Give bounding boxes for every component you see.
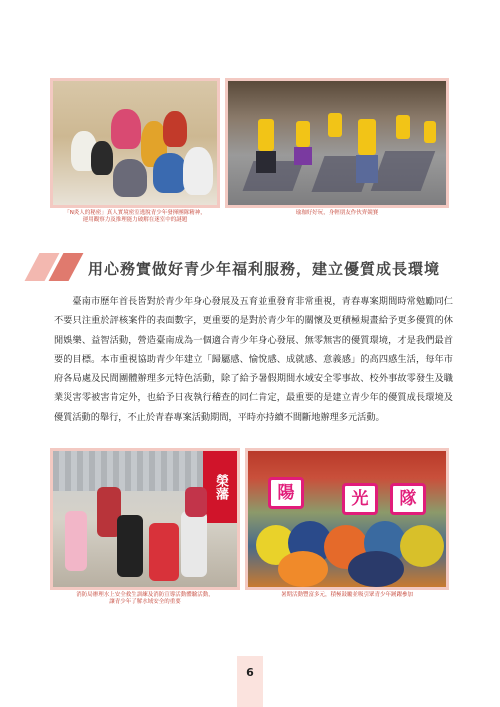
photo-yoga <box>225 78 449 208</box>
sign-1: 陽 <box>268 477 304 509</box>
photo-yoga-image <box>228 81 446 205</box>
caption-escape-room <box>50 210 220 224</box>
body-paragraph: 臺南市歷年首長皆對於青少年身心發展及五育並重發育非常重視，青春專案期間時常勉勵同仁不要只注重於評核案件的表面數字，更重要的是對於青少年的關懷及更積極規畫給予更多優質的休閒娛樂、益智活動，營造臺南成為一個適合青少年身心發展、無零無害的優質環境，才是我們最首要的目標。本市重視協助青少年建立「歸屬感、愉悅感、成就感、意義感」的高四感生活，每年市府各局處及民間團體辦理多元特色活動，除了給予暑假期間水域安全零事故、校外事故零發生及職業災害零被害肯定外，也給予日夜執行稽查的同仁肯定，最重要的是建立青少年的優質成長環境及優質活動的舉行，不止於青春專案活動期間，平時亦持續不間斷地辦理多元活動。 <box>54 296 453 423</box>
caption-yoga: 瑜珈好好玩，身輕朋友作伙齊競賽 <box>295 210 379 216</box>
section-title: 用心務實做好青少年福利服務，建立優質成長環境 <box>88 260 441 278</box>
sign-3: 隊 <box>390 483 426 515</box>
section-heading <box>26 253 466 281</box>
body-text <box>54 292 453 427</box>
sign-2: 光 <box>342 483 378 515</box>
photo-escape-room-image <box>53 81 217 205</box>
caption-water-safety <box>50 592 240 606</box>
caption-line: 消防局辦理水上安全救生訓練及消防宣導活動體驗活動， <box>76 592 214 598</box>
photo-escape-room <box>50 78 220 208</box>
photo-water-safety-image <box>53 451 237 587</box>
page-number-tab <box>237 656 263 707</box>
photo-sunshine-team-image <box>248 451 446 587</box>
caption-line: 「N炎人的秘密」真人實境密室逃脫青少年發揮團隊精神， <box>64 210 206 216</box>
photo-sunshine-team <box>245 448 449 590</box>
caption-line: 運用觀察力及推理能力破解在迷室中的謎題 <box>82 217 188 223</box>
photo-water-safety <box>50 448 240 590</box>
caption-sunshine-team: 暑期活動豐富多元，積極鼓勵並吸引眾青少年踴躍參加 <box>280 592 413 598</box>
page-number: 6 <box>246 666 254 679</box>
caption-line: 讓青少年了解水域安全的重要 <box>109 599 181 605</box>
photo-banner: 榮藩 <box>203 451 237 523</box>
